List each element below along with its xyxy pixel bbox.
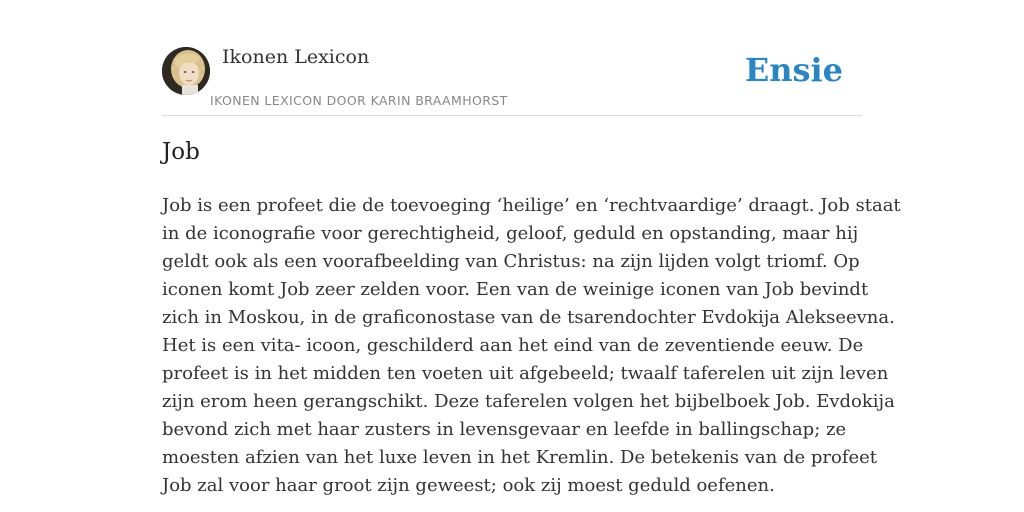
entry-title: Job	[162, 139, 200, 165]
entry-text-line: Het is een vita- icoon, geschilderd aan het eind van de zeventiende eeuw. De	[162, 335, 864, 356]
lexicon-header	[162, 44, 862, 116]
entry-text-line: Job zal voor haar groot zijn geweest; ook zij moest geduld oefenen.	[162, 475, 775, 496]
lexicon-subtitle: IKONEN LEXICON DOOR KARIN BRAAMHORST	[210, 93, 508, 108]
author-avatar[interactable]	[162, 47, 210, 95]
entry-text-line: iconen komt Job zeer zelden voor. Een van de weinige iconen van Job bevindt	[162, 279, 869, 300]
ensie-logo[interactable]: Ensie	[744, 51, 843, 89]
entry-text-line: Job is een profeet die de toevoeging ‘heilige’ en ‘rechtvaardige’ draagt. Job staat	[162, 195, 901, 216]
entry-text-line: moesten afzien van het luxe leven in het Kremlin. De betekenis van de profeet	[162, 447, 878, 468]
lexicon-name-link[interactable]: Ikonen Lexicon	[222, 46, 370, 68]
entry-text-line: in de iconografie voor gerechtigheid, geloof, geduld en opstanding, maar hij	[162, 223, 859, 244]
entry-text-line: bevond zich met haar zusters in levensgevaar en leefde in ballingschap; ze	[162, 419, 847, 440]
entry-text-line: zijn erom heen gerangschikt. Deze taferelen volgen het bijbelboek Job. Evdokija	[162, 391, 895, 412]
entry-text-line: zich in Moskou, in de graficonostase van de tsarendochter Evdokija Alekseevna.	[162, 307, 895, 328]
entry-text-line: geldt ook als een voorafbeelding van Christus: na zijn lijden volgt triomf. Op	[162, 251, 860, 272]
author-portrait-icon	[162, 47, 210, 95]
entry-definition	[162, 192, 901, 500]
entry-text-line: profeet is in het midden ten voeten uit afgebeeld; twaalf taferelen uit zijn leven	[162, 363, 889, 384]
